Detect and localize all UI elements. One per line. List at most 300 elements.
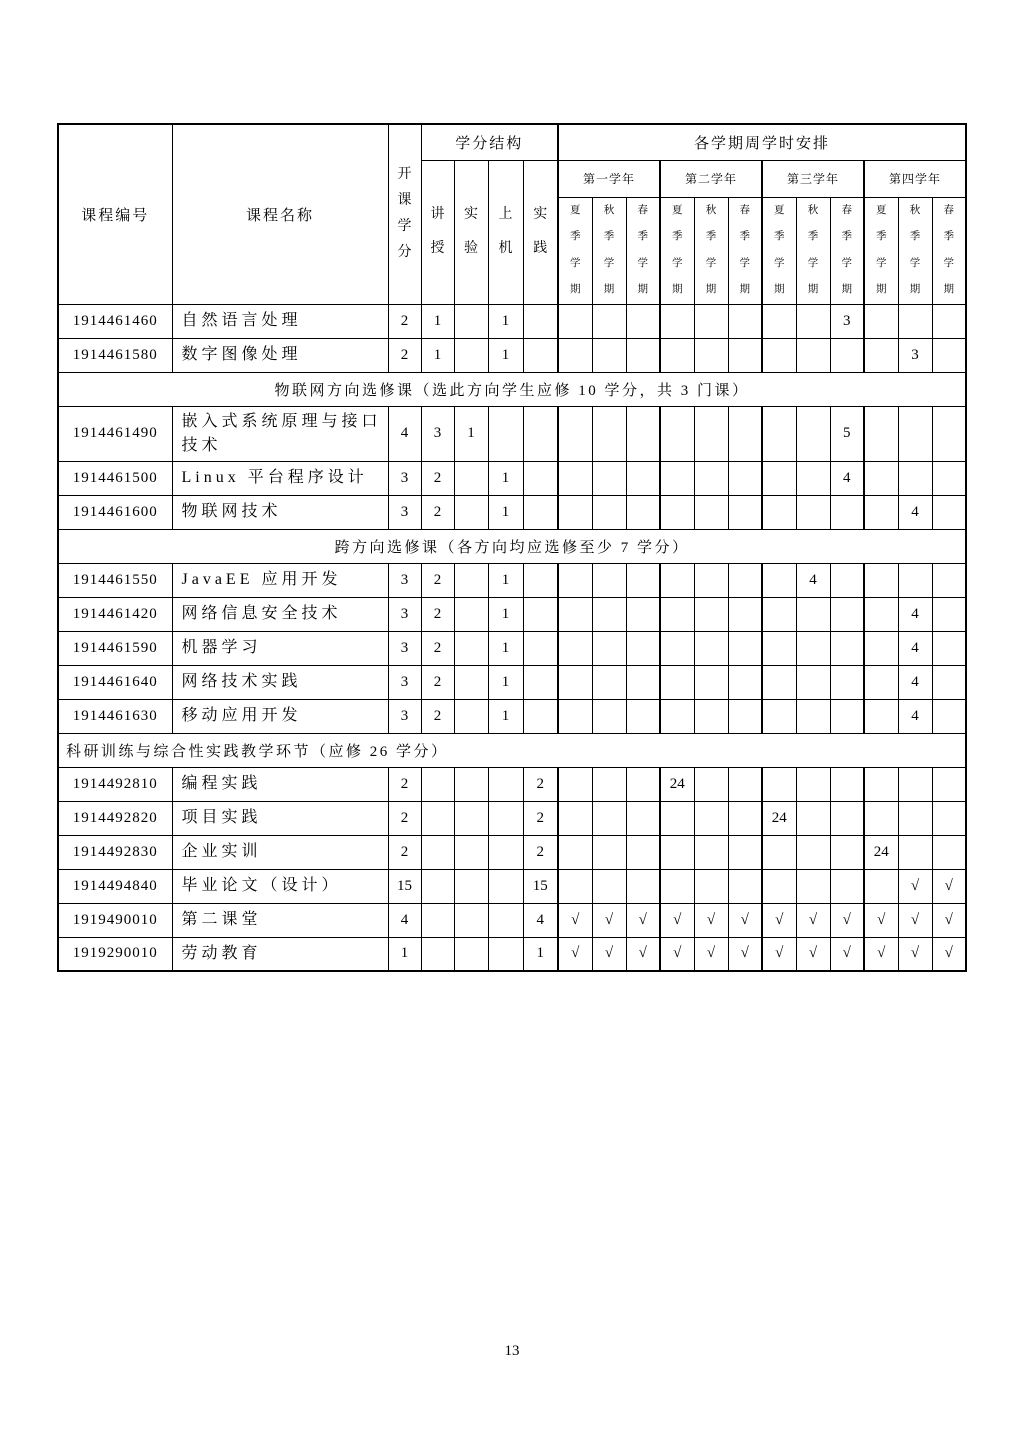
semester-hours — [864, 597, 898, 631]
semester-hours — [558, 665, 592, 699]
semester-header — [660, 197, 694, 304]
course-id: 1914492810 — [58, 767, 172, 801]
credit-practice: 1 — [523, 937, 558, 971]
credit-practice — [523, 699, 558, 733]
semester-hours — [558, 597, 592, 631]
semester-hours — [932, 665, 966, 699]
semester-header-label: 秋季学期 — [705, 205, 717, 295]
semester-hours — [796, 461, 830, 495]
semester-header-label: 夏季学期 — [672, 205, 683, 295]
credit-computer: 1 — [488, 631, 523, 665]
credit-lab: 1 — [454, 406, 488, 461]
semester-hours — [728, 869, 762, 903]
semester-hours: 3 — [830, 304, 864, 338]
semester-hours — [762, 563, 796, 597]
semester-hours — [626, 597, 660, 631]
semester-hours — [796, 304, 830, 338]
semester-hours — [694, 869, 728, 903]
credit-practice — [523, 495, 558, 529]
semester-header — [762, 197, 796, 304]
year-3-header: 第三学年 — [762, 160, 864, 197]
credit-lecture — [421, 937, 454, 971]
semester-hours — [762, 631, 796, 665]
table-row — [58, 304, 966, 338]
course-id: 1914494840 — [58, 869, 172, 903]
semester-hours — [830, 495, 864, 529]
course-credits: 4 — [388, 406, 421, 461]
semester-hours — [728, 631, 762, 665]
semester-hours: 3 — [898, 338, 932, 372]
semester-header-label: 夏季学期 — [876, 205, 887, 295]
semester-hours — [932, 631, 966, 665]
semester-hours — [932, 406, 966, 461]
semester-hours — [626, 338, 660, 372]
semester-hours — [660, 869, 694, 903]
credit-lecture — [421, 801, 454, 835]
course-id: 1919290010 — [58, 937, 172, 971]
credit-computer — [488, 903, 523, 937]
semester-hours — [830, 338, 864, 372]
semester-hours: 4 — [796, 563, 830, 597]
course-name: 移动应用开发 — [172, 699, 388, 733]
semester-hours — [864, 338, 898, 372]
semester-hours: 4 — [898, 597, 932, 631]
semester-hours — [558, 767, 592, 801]
section-title: 跨方向选修课（各方向均应选修至少 7 学分） — [58, 529, 966, 563]
credit-lab — [454, 665, 488, 699]
section-row — [58, 529, 966, 563]
course-id-header: 课程编号 — [58, 124, 172, 304]
semester-header — [864, 197, 898, 304]
semester-hours — [796, 699, 830, 733]
course-id: 1914461550 — [58, 563, 172, 597]
credit-computer — [488, 767, 523, 801]
semester-hours — [592, 406, 626, 461]
semester-hours: √ — [864, 937, 898, 971]
semester-hours: 4 — [898, 699, 932, 733]
credit-structure-header: 学分结构 — [421, 124, 558, 160]
credit-lecture: 2 — [421, 461, 454, 495]
semester-hours — [728, 338, 762, 372]
course-name: 数字图像处理 — [172, 338, 388, 372]
semester-hours: √ — [728, 937, 762, 971]
year-1-header: 第一学年 — [558, 160, 660, 197]
semester-hours — [728, 665, 762, 699]
course-credits: 3 — [388, 699, 421, 733]
semester-hours — [864, 304, 898, 338]
course-id: 1914461580 — [58, 338, 172, 372]
semester-hours — [796, 338, 830, 372]
credit-practice — [523, 338, 558, 372]
credit-practice — [523, 665, 558, 699]
course-name: 自然语言处理 — [172, 304, 388, 338]
semester-hours — [626, 406, 660, 461]
semester-header-label: 秋季学期 — [909, 205, 921, 295]
credit-lab — [454, 767, 488, 801]
semester-hours — [830, 835, 864, 869]
credit-computer — [488, 835, 523, 869]
course-name: 网络技术实践 — [172, 665, 388, 699]
semester-hours: √ — [796, 903, 830, 937]
semester-hours — [592, 597, 626, 631]
semester-hours: √ — [898, 903, 932, 937]
semester-hours — [694, 597, 728, 631]
semester-header-label: 秋季学期 — [807, 205, 819, 295]
credit-computer — [488, 869, 523, 903]
credit-lab — [454, 699, 488, 733]
semester-hours — [694, 406, 728, 461]
semester-hours: √ — [762, 937, 796, 971]
semester-hours — [932, 304, 966, 338]
semester-hours — [898, 304, 932, 338]
semester-header — [558, 197, 592, 304]
semester-hours — [796, 495, 830, 529]
semester-header — [898, 197, 932, 304]
semester-hours — [762, 699, 796, 733]
semester-hours: √ — [660, 903, 694, 937]
credit-lecture: 1 — [421, 338, 454, 372]
semester-hours: 24 — [762, 801, 796, 835]
course-id: 1914492830 — [58, 835, 172, 869]
credit-lecture: 3 — [421, 406, 454, 461]
credit-lecture: 2 — [421, 699, 454, 733]
semester-hours — [864, 801, 898, 835]
semester-hours — [728, 699, 762, 733]
lecture-header-cell — [421, 160, 454, 304]
semester-hours — [592, 631, 626, 665]
semester-hours — [796, 597, 830, 631]
semester-hours: 24 — [660, 767, 694, 801]
semester-hours — [728, 563, 762, 597]
semester-hours — [558, 631, 592, 665]
semester-header — [728, 197, 762, 304]
semester-hours — [932, 597, 966, 631]
credit-lab — [454, 563, 488, 597]
semester-hours: √ — [796, 937, 830, 971]
semester-header-label: 春季学期 — [637, 205, 649, 295]
semester-hours: √ — [558, 903, 592, 937]
lab-header-label: 实验 — [464, 207, 478, 256]
course-name: 劳动教育 — [172, 937, 388, 971]
semester-hours — [626, 835, 660, 869]
section-row — [58, 733, 966, 767]
semester-hours — [626, 631, 660, 665]
credit-lecture: 2 — [421, 597, 454, 631]
semester-hours — [558, 869, 592, 903]
credit-lab — [454, 338, 488, 372]
semester-hours: √ — [558, 937, 592, 971]
table-body — [58, 304, 966, 971]
credit-lecture: 2 — [421, 495, 454, 529]
semester-hours — [558, 304, 592, 338]
course-id: 1914461460 — [58, 304, 172, 338]
course-name: 企业实训 — [172, 835, 388, 869]
semester-hours — [762, 495, 796, 529]
semester-hours — [592, 835, 626, 869]
semester-hours: √ — [762, 903, 796, 937]
semester-header — [796, 197, 830, 304]
semester-hours: 24 — [864, 835, 898, 869]
semester-hours — [694, 801, 728, 835]
credit-practice: 15 — [523, 869, 558, 903]
semester-hours — [626, 304, 660, 338]
semester-hours: √ — [694, 903, 728, 937]
credit-practice — [523, 406, 558, 461]
course-credits: 4 — [388, 903, 421, 937]
semester-hours — [728, 406, 762, 461]
semester-hours: √ — [932, 937, 966, 971]
semester-hours: √ — [694, 937, 728, 971]
course-name: 网络信息安全技术 — [172, 597, 388, 631]
credit-lecture — [421, 903, 454, 937]
table-row — [58, 903, 966, 937]
credit-computer: 1 — [488, 699, 523, 733]
computer-header-cell — [488, 160, 523, 304]
course-id: 1914461590 — [58, 631, 172, 665]
semester-hours — [762, 597, 796, 631]
semester-hours — [864, 495, 898, 529]
table-row — [58, 937, 966, 971]
semester-hours — [592, 767, 626, 801]
credit-lab — [454, 903, 488, 937]
semester-hours: √ — [592, 903, 626, 937]
semester-hours — [762, 835, 796, 869]
course-id: 1914461600 — [58, 495, 172, 529]
semester-hours — [694, 338, 728, 372]
semester-hours — [864, 665, 898, 699]
semester-hours — [932, 338, 966, 372]
course-name: 嵌入式系统原理与接口技术 — [172, 406, 388, 461]
table-row — [58, 801, 966, 835]
semester-hours — [694, 699, 728, 733]
semester-hours: √ — [898, 937, 932, 971]
course-credits: 2 — [388, 304, 421, 338]
course-credits: 2 — [388, 835, 421, 869]
semester-hours — [864, 631, 898, 665]
semester-hours — [660, 495, 694, 529]
course-credits: 3 — [388, 597, 421, 631]
credit-computer: 1 — [488, 495, 523, 529]
semester-hours — [830, 631, 864, 665]
semester-hours — [660, 631, 694, 665]
credit-lab — [454, 835, 488, 869]
semester-hours — [660, 699, 694, 733]
semester-hours — [728, 767, 762, 801]
semester-hours — [694, 631, 728, 665]
credit-lab — [454, 304, 488, 338]
semester-hours — [660, 801, 694, 835]
credit-computer — [488, 937, 523, 971]
semester-hours: 5 — [830, 406, 864, 461]
course-id: 1914461630 — [58, 699, 172, 733]
semester-hours — [898, 461, 932, 495]
semester-hours — [898, 835, 932, 869]
semester-hours — [728, 461, 762, 495]
lab-header-cell — [454, 160, 488, 304]
section-title: 科研训练与综合性实践教学环节（应修 26 学分） — [58, 733, 966, 767]
semester-hours — [932, 563, 966, 597]
semester-hours — [762, 338, 796, 372]
credit-computer: 1 — [488, 597, 523, 631]
semester-hours — [796, 869, 830, 903]
semester-hours — [660, 665, 694, 699]
semester-hours — [898, 767, 932, 801]
semester-hours — [626, 495, 660, 529]
semester-header-label: 秋季学期 — [603, 205, 615, 295]
semester-hours — [694, 665, 728, 699]
section-title: 物联网方向选修课（选此方向学生应修 10 学分，共 3 门课） — [58, 372, 966, 406]
table-row — [58, 461, 966, 495]
semester-hours — [558, 699, 592, 733]
credit-computer — [488, 406, 523, 461]
semester-hours: 4 — [898, 665, 932, 699]
section-row — [58, 372, 966, 406]
table-row — [58, 665, 966, 699]
semester-hours — [660, 597, 694, 631]
semester-hours — [558, 835, 592, 869]
semester-hours — [898, 801, 932, 835]
semester-hours — [932, 801, 966, 835]
semester-hours — [864, 699, 898, 733]
semester-hours — [898, 563, 932, 597]
semester-hours — [626, 801, 660, 835]
semester-hours — [558, 461, 592, 495]
credit-lab — [454, 631, 488, 665]
course-name: 毕业论文（设计） — [172, 869, 388, 903]
credit-computer: 1 — [488, 338, 523, 372]
semester-hours: 4 — [898, 495, 932, 529]
semester-hours — [796, 406, 830, 461]
course-id: 1914461500 — [58, 461, 172, 495]
course-name: Linux 平台程序设计 — [172, 461, 388, 495]
semester-hours: 4 — [898, 631, 932, 665]
semester-header-label: 夏季学期 — [774, 205, 785, 295]
course-name-header: 课程名称 — [172, 124, 388, 304]
course-credits: 3 — [388, 495, 421, 529]
credit-lecture — [421, 869, 454, 903]
credit-lecture — [421, 767, 454, 801]
semester-hours: √ — [626, 903, 660, 937]
semester-hours — [558, 495, 592, 529]
semester-hours — [694, 304, 728, 338]
semester-hours — [864, 406, 898, 461]
header-row-top — [58, 124, 966, 160]
semester-hours: 4 — [830, 461, 864, 495]
semester-hours — [796, 835, 830, 869]
semester-hours — [932, 699, 966, 733]
table-row — [58, 563, 966, 597]
semester-hours — [626, 767, 660, 801]
practice-header-cell — [523, 160, 558, 304]
practice-header-label: 实践 — [533, 207, 548, 256]
semester-hours — [558, 338, 592, 372]
semester-hours — [592, 699, 626, 733]
semester-hours — [592, 665, 626, 699]
semester-hours: √ — [830, 903, 864, 937]
semester-hours — [762, 869, 796, 903]
course-name: 机器学习 — [172, 631, 388, 665]
semester-hours — [728, 304, 762, 338]
semester-hours — [558, 563, 592, 597]
credit-lecture — [421, 835, 454, 869]
semester-hours — [932, 835, 966, 869]
semester-hours — [762, 461, 796, 495]
credit-computer — [488, 801, 523, 835]
course-id: 1914461640 — [58, 665, 172, 699]
credit-lab — [454, 495, 488, 529]
semester-header — [694, 197, 728, 304]
semester-hours — [762, 665, 796, 699]
semester-hours — [660, 406, 694, 461]
table-row — [58, 597, 966, 631]
course-credits: 3 — [388, 563, 421, 597]
semester-hours — [796, 631, 830, 665]
semester-hours: √ — [660, 937, 694, 971]
semester-hours — [626, 699, 660, 733]
course-name: 编程实践 — [172, 767, 388, 801]
computer-header-label: 上机 — [498, 207, 513, 256]
credit-lab — [454, 461, 488, 495]
semester-hours — [558, 801, 592, 835]
course-name: 物联网技术 — [172, 495, 388, 529]
credit-practice: 4 — [523, 903, 558, 937]
semester-hours: √ — [626, 937, 660, 971]
semester-hours — [694, 461, 728, 495]
course-credits: 3 — [388, 631, 421, 665]
semester-hours — [830, 801, 864, 835]
semester-hours — [728, 835, 762, 869]
semester-header-label: 夏季学期 — [570, 205, 581, 295]
semester-hours — [762, 304, 796, 338]
credit-practice: 2 — [523, 801, 558, 835]
credit-lab — [454, 869, 488, 903]
table-row — [58, 406, 966, 461]
semester-hours — [864, 767, 898, 801]
table-row — [58, 631, 966, 665]
credit-practice — [523, 461, 558, 495]
course-credits: 3 — [388, 665, 421, 699]
credit-computer: 1 — [488, 665, 523, 699]
semester-hours: √ — [932, 869, 966, 903]
credit-lecture: 2 — [421, 631, 454, 665]
semester-hours — [932, 767, 966, 801]
year-4-header: 第四学年 — [864, 160, 966, 197]
semester-hours — [592, 461, 626, 495]
course-credits: 2 — [388, 767, 421, 801]
credit-computer: 1 — [488, 461, 523, 495]
semester-hours — [796, 801, 830, 835]
semester-header-label: 春季学期 — [739, 205, 751, 295]
credit-practice — [523, 597, 558, 631]
semester-hours — [592, 801, 626, 835]
semester-hours: √ — [728, 903, 762, 937]
table-row — [58, 869, 966, 903]
semester-header — [626, 197, 660, 304]
curriculum-table — [57, 123, 967, 972]
credit-lecture: 1 — [421, 304, 454, 338]
credit-lab — [454, 801, 488, 835]
credit-practice: 2 — [523, 767, 558, 801]
semester-hours: √ — [932, 903, 966, 937]
semester-hours — [694, 835, 728, 869]
semester-hours — [830, 597, 864, 631]
semester-hours — [694, 767, 728, 801]
table-row — [58, 767, 966, 801]
semester-hours — [864, 869, 898, 903]
course-credits: 2 — [388, 801, 421, 835]
semester-hours — [660, 835, 694, 869]
semester-hours — [660, 461, 694, 495]
